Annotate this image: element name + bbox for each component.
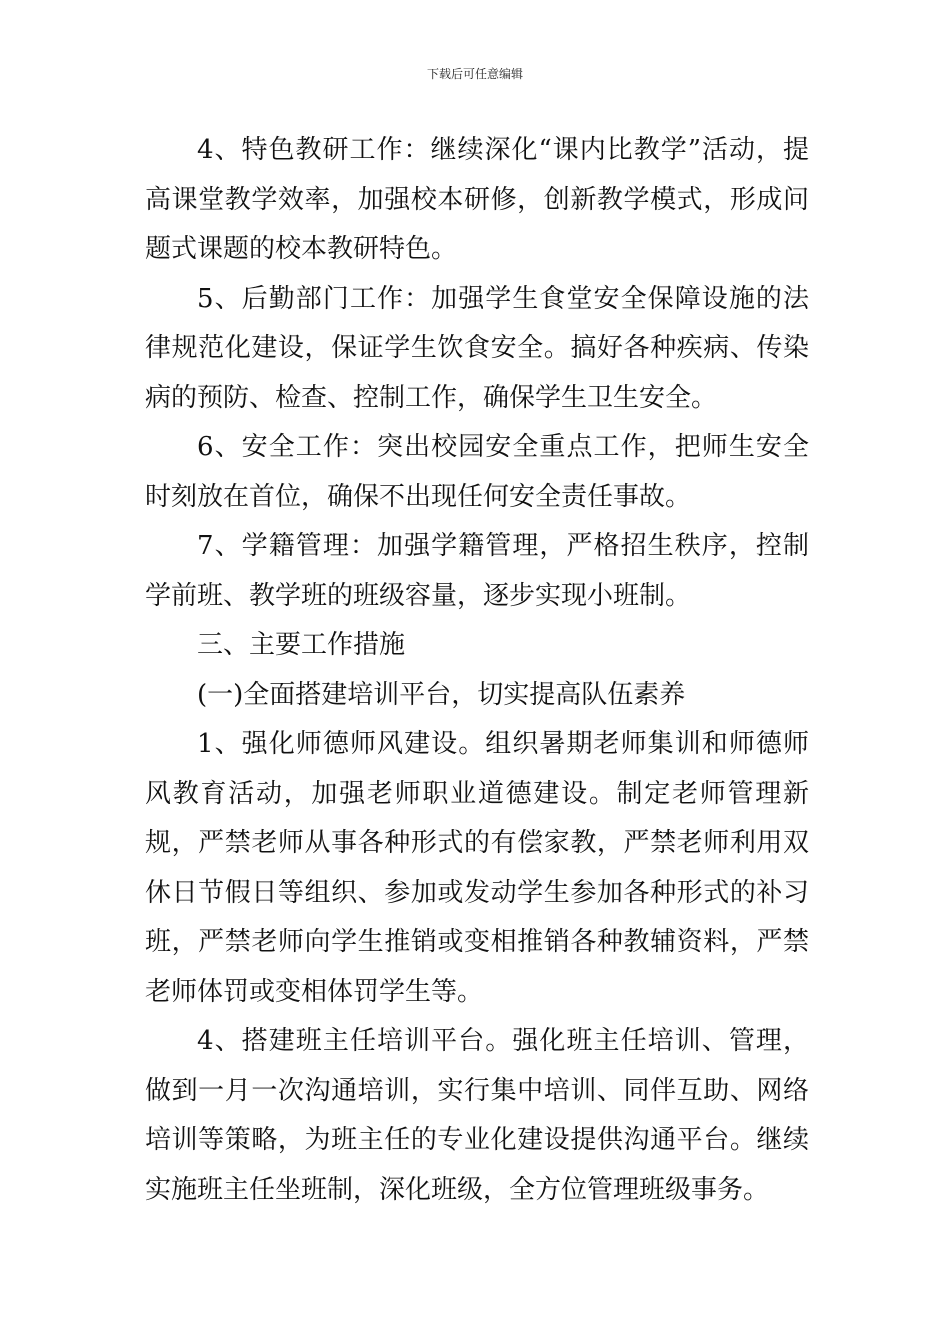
paragraph-class-teacher-training: 4、搭建班主任培训平台。强化班主任培训、管理，做到一月一次沟通培训，实行集中培训、同伴互助、网络培训等策略，为班主任的专业化建设提供沟通平台。继续实施班主任坐班制，深化班级，全方位管理班级事务。 (145, 1026, 809, 1205)
paragraph-logistics: 5、后勤部门工作：加强学生食堂安全保障设施的法律规范化建设，保证学生饮食安全。搞好各种疾病、传染病的预防、检查、控制工作，确保学生卫生安全。 (145, 283, 809, 413)
section-heading-measures: 三、主要工作措施 (197, 630, 406, 660)
subsection-heading-training: (一)全面搭建培训平台，切实提高队伍素养 (197, 679, 686, 710)
paragraph-teacher-ethics: 1、强化师德师风建设。组织暑期老师集训和师德师风教育活动，加强老师职业道德建设。制定老师管理新规，严禁老师从事各种形式的有偿家教，严禁老师利用双休日节假日等组织、参加或发动学生参加各种形式的补习班，严禁老师向学生推销或变相推销各种教辅资料，严禁老师体罚或变相体罚学生等。 (145, 729, 809, 1007)
paragraph-safety: 6、安全工作：突出校园安全重点工作，把师生安全时刻放在首位，确保不出现任何安全责任事故。 (145, 432, 809, 512)
paragraph-enrollment: 7、学籍管理：加强学籍管理，严格招生秩序，控制学前班、教学班的班级容量，逐步实现小班制。 (145, 531, 809, 611)
document-body (145, 126, 809, 1215)
page-header: 下载后可任意编辑 (426, 67, 523, 81)
paragraph-special-research: 4、特色教研工作：继续深化“课内比教学”活动，提高课堂教学效率，加强校本研修，创新教学模式，形成问题式课题的校本教研特色。 (145, 135, 809, 264)
